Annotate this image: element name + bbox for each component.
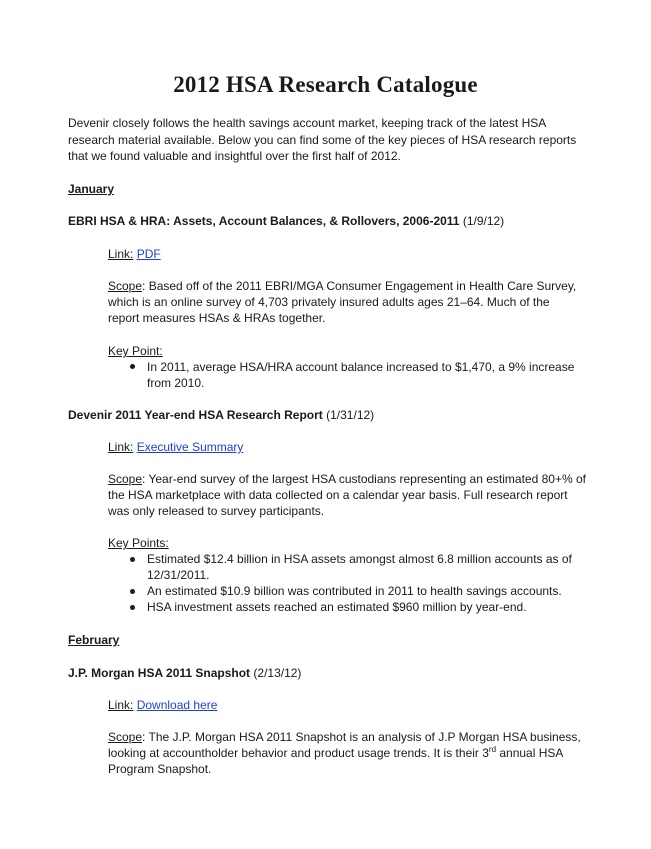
scope-line: report measures HSAs & HRAs together. xyxy=(108,311,326,325)
bullet-icon xyxy=(130,605,135,610)
scope-line xyxy=(108,278,576,295)
report-date: (1/31/12) xyxy=(322,408,375,422)
report-title xyxy=(68,407,374,424)
link-label: Link: xyxy=(108,247,134,261)
scope-line: which is an online survey of 4,703 privately insured adults ages 21–64. Much of the xyxy=(108,295,550,309)
link-label: Link: xyxy=(108,698,134,712)
report-title xyxy=(68,213,504,230)
pdf-link[interactable]: PDF xyxy=(136,247,161,261)
month-heading-february: February xyxy=(68,633,120,647)
report-date: (1/9/12) xyxy=(459,214,505,228)
scope-line xyxy=(108,745,563,762)
scope-text: : Year-end survey of the largest HSA custodians representing an estimated 80+% of xyxy=(142,472,586,486)
intro-line: Devenir closely follows the health savings account market, keeping track of the latest HSA xyxy=(68,116,547,130)
report-title-bold: J.P. Morgan HSA 2011 Snapshot xyxy=(68,666,251,680)
link-label: Link: xyxy=(108,440,134,454)
report-title xyxy=(68,665,301,682)
key-point-text: HSA investment assets reached an estimated $960 million by year-end. xyxy=(147,600,527,614)
report-link-row xyxy=(108,439,243,456)
report-title-bold: EBRI HSA & HRA: Assets, Account Balances, & Rollovers, 2006-2011 xyxy=(68,214,460,228)
bullet-icon xyxy=(130,557,135,562)
scope-label: Scope xyxy=(108,279,143,293)
key-point-text: In 2011, average HSA/HRA account balance increased to $1,470, a 9% increase xyxy=(147,360,575,374)
scope-text: annual HSA xyxy=(496,746,564,760)
scope-line: was only released to survey participants. xyxy=(108,504,325,518)
report-link-row xyxy=(108,246,161,263)
bullet-icon xyxy=(130,589,135,594)
scope-text: : The J.P. Morgan HSA 2011 Snapshot is an analysis of J.P Morgan HSA business, xyxy=(142,730,581,744)
scope-text: : Based off of the 2011 EBRI/MGA Consumer Engagement in Health Care Survey, xyxy=(142,279,577,293)
scope-line xyxy=(108,729,581,746)
key-point-text: 12/31/2011. xyxy=(147,568,210,582)
key-point-label: Key Point: xyxy=(108,344,163,358)
download-here-link[interactable]: Download here xyxy=(136,698,218,712)
scope-text: looking at accountholder behavior and product usage trends. It is their 3 xyxy=(108,746,489,760)
scope-line: the HSA marketplace with data collected on a calendar year basis. Full research report xyxy=(108,488,568,502)
report-title-bold: Devenir 2011 Year-end HSA Research Report xyxy=(68,408,323,422)
month-heading-january: January xyxy=(68,182,115,196)
key-points-label: Key Points: xyxy=(108,536,169,550)
executive-summary-link[interactable]: Executive Summary xyxy=(136,440,244,454)
report-date: (2/13/12) xyxy=(250,666,302,680)
bullet-icon xyxy=(130,364,135,369)
scope-line: Program Snapshot. xyxy=(108,762,212,776)
report-link-row xyxy=(108,697,217,714)
scope-line xyxy=(108,471,586,488)
key-point-text: from 2010. xyxy=(147,376,205,390)
scope-label: Scope xyxy=(108,472,143,486)
ordinal-suffix: rd xyxy=(488,745,497,754)
intro-line: research material available. Below you can find some of the key pieces of HSA research reports xyxy=(68,133,577,147)
key-point-text: Estimated $12.4 billion in HSA assets amongst almost 6.8 million accounts as of xyxy=(147,552,572,566)
key-point-text: An estimated $10.9 billion was contributed in 2011 to health savings accounts. xyxy=(147,584,562,598)
page-title: 2012 HSA Research Catalogue xyxy=(173,72,478,97)
scope-label: Scope xyxy=(108,730,143,744)
intro-line: that we found valuable and insightful over the first half of 2012. xyxy=(68,149,401,163)
